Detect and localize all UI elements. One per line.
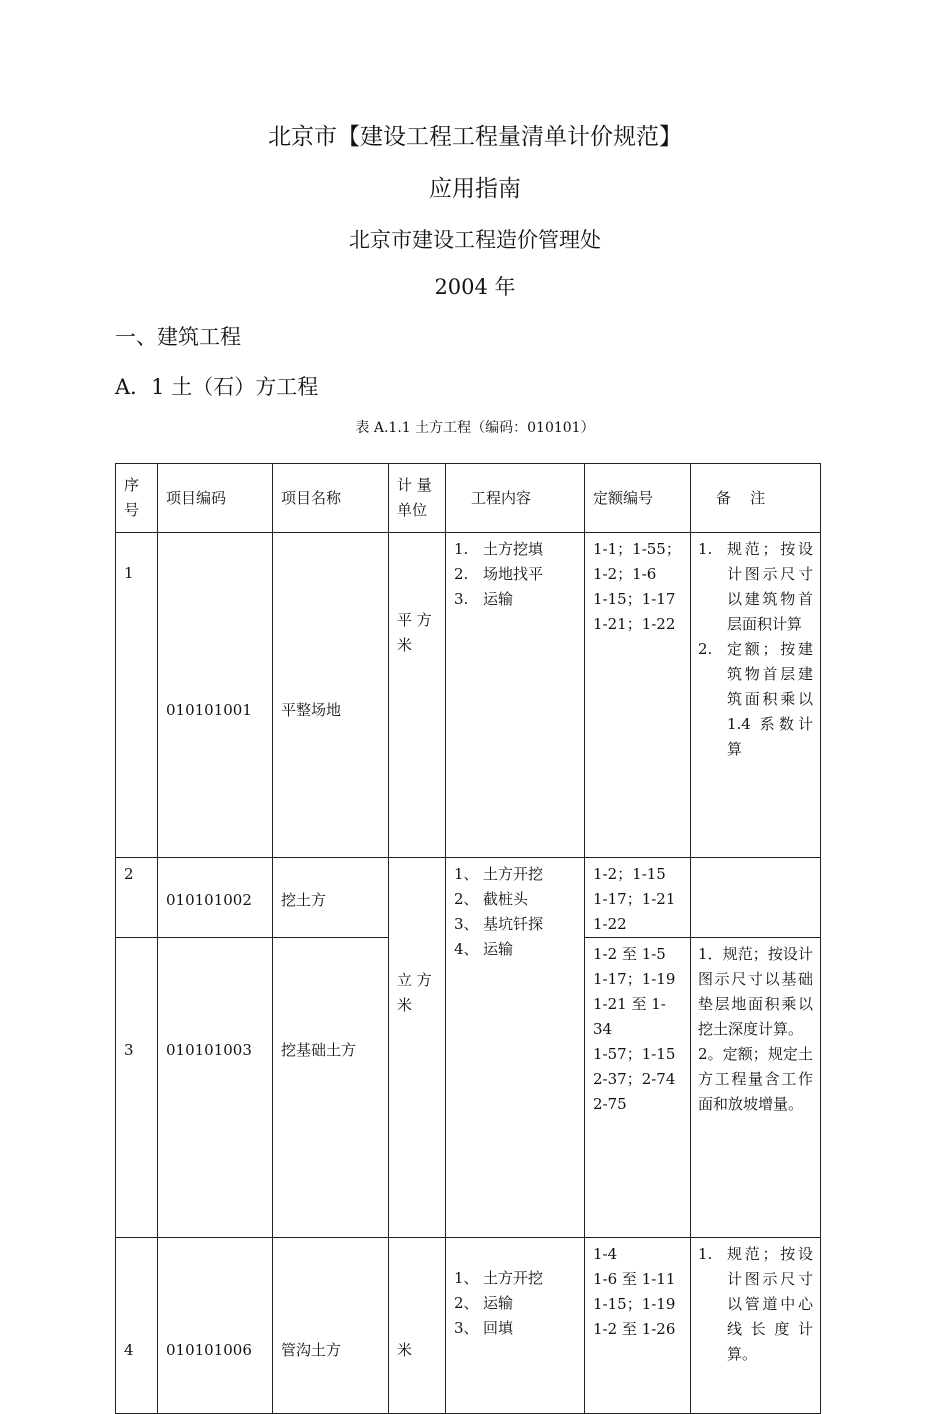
item-text: 定额；按建筑物首层建筑面积乘以 1.4 系数计算 [727, 640, 813, 758]
row-unit: 米 [389, 1238, 446, 1414]
row-unit-text: 立 方米 [397, 970, 432, 1014]
list-item [698, 637, 813, 762]
row-seq: 1 [116, 533, 158, 858]
item-text: 运输 [483, 590, 514, 608]
item-number: 1、 [454, 865, 479, 883]
quota-line: 1-15；1-17 [593, 590, 676, 608]
item-text: 场地找平 [483, 565, 544, 583]
row-remark [691, 533, 821, 858]
row-seq: 4 [116, 1238, 158, 1414]
item-number: 2. [698, 640, 713, 658]
header-name: 项目名称 [273, 464, 389, 533]
row-content [446, 1238, 585, 1414]
list-item [454, 912, 576, 937]
item-number: 4、 [454, 940, 479, 958]
header-unit [389, 464, 446, 533]
row-code: 010101003 [158, 938, 273, 1238]
quota-line: 1-2 至 1-5 [593, 945, 666, 963]
document-title: 北京市【建设工程工程量清单计价规范】 [268, 124, 682, 150]
content-list [454, 862, 576, 962]
quota-line: 1-1；1-55； [593, 540, 681, 558]
item-text: 回填 [483, 1319, 514, 1337]
row-remark: 1．规范；按设计图示尺寸以基础垫层地面积乘以挖土深度计算。 2。定额；规定土方工程量含工作面和放坡增量。 [691, 938, 821, 1238]
quota-line: 1-2；1-15 [593, 865, 666, 883]
header-content: 工程内容 [446, 464, 585, 533]
list-item [454, 862, 576, 887]
item-text: 基坑钎探 [483, 915, 544, 933]
row-name: 挖基础土方 [273, 938, 389, 1238]
list-item [454, 537, 576, 562]
item-number: 2、 [454, 890, 479, 908]
item-number: 1. [698, 540, 713, 558]
quota-line: 1-21 至 1-34 [593, 995, 666, 1038]
quota-line: 1-17；1-19 [593, 970, 676, 988]
table-row [116, 1238, 821, 1414]
list-item [454, 937, 576, 962]
section-heading: 一、建筑工程 [115, 325, 241, 349]
item-number: 2、 [454, 1294, 479, 1312]
item-number: 1. [698, 1245, 713, 1263]
header-quota: 定额编号 [585, 464, 691, 533]
item-text: 运输 [483, 1294, 514, 1312]
item-number: 1、 [454, 1269, 479, 1287]
row-seq: 3 [116, 938, 158, 1238]
list-item [454, 1291, 576, 1316]
header-seq-text: 序号 [124, 476, 140, 519]
header-unit-text: 计 量单位 [397, 476, 432, 519]
content-list [454, 1266, 576, 1341]
quota-line: 1-6 至 1-11 [593, 1270, 676, 1288]
row-quota [585, 533, 691, 858]
list-item [454, 887, 576, 912]
row-name: 挖土方 [273, 858, 389, 938]
row-code: 010101002 [158, 858, 273, 938]
list-item [698, 537, 813, 637]
item-number: 1. [454, 540, 469, 558]
quota-line: 2-75 [593, 1095, 627, 1113]
list-item [454, 1266, 576, 1291]
quota-line: 1-2；1-6 [593, 565, 657, 583]
row-code: 010101006 [158, 1238, 273, 1414]
row-content [446, 533, 585, 858]
item-number: 3、 [454, 1319, 479, 1337]
table-header-row [116, 464, 821, 533]
row-quota [585, 1238, 691, 1414]
quota-line: 1-57；1-15 [593, 1045, 676, 1063]
quota-line: 1-4 [593, 1245, 618, 1263]
item-text: 运输 [483, 940, 514, 958]
item-text: 土方开挖 [483, 865, 544, 883]
quota-line: 1-21；1-22 [593, 615, 676, 633]
row-unit [389, 533, 446, 858]
quota-line: 1-15；1-19 [593, 1295, 676, 1313]
row-unit-text: 平 方米 [397, 611, 432, 654]
header-seq [116, 464, 158, 533]
row-content [446, 858, 585, 1238]
row-seq: 2 [116, 858, 158, 938]
quantity-table [115, 463, 821, 1414]
header-remark: 备 注 [691, 464, 821, 533]
item-text: 规范；按设计图示尺寸以建筑物首层面积计算 [727, 540, 813, 633]
list-item [698, 1242, 813, 1367]
row-name: 平整场地 [273, 533, 389, 858]
row-code: 010101001 [158, 533, 273, 858]
item-text: 规范；按设计图示尺寸以管道中心线长度计算。 [727, 1245, 813, 1363]
item-text: 土方开挖 [483, 1269, 544, 1287]
list-item [454, 1316, 576, 1341]
table-caption: 表 A.1.1 土方工程（编码：010101） [355, 420, 595, 436]
row-name: 管沟土方 [273, 1238, 389, 1414]
document-subtitle: 应用指南 [429, 176, 521, 202]
subsection-heading: A．1 土（石）方工程 [115, 375, 319, 399]
remark-list [698, 1242, 813, 1367]
item-text: 截桩头 [483, 890, 529, 908]
content-list [454, 537, 576, 612]
quota-line: 2-37；2-74 [593, 1070, 676, 1088]
item-number: 3、 [454, 915, 479, 933]
table-row [116, 533, 821, 858]
item-text: 土方挖填 [483, 540, 544, 558]
list-item [454, 562, 576, 587]
header-code: 项目编码 [158, 464, 273, 533]
quota-line: 1-2 至 1-26 [593, 1320, 676, 1338]
row-remark [691, 858, 821, 938]
item-number: 3. [454, 590, 469, 608]
publisher: 北京市建设工程造价管理处 [349, 228, 601, 252]
row-quota [585, 938, 691, 1238]
row-unit [389, 858, 446, 1238]
table-row [116, 858, 821, 938]
row-remark [691, 1238, 821, 1414]
quota-line: 1-22 [593, 915, 627, 933]
list-item [454, 587, 576, 612]
quota-line: 1-17；1-21 [593, 890, 676, 908]
publication-year: 2004 年 [434, 275, 516, 299]
remark-list [698, 537, 813, 762]
item-number: 2. [454, 565, 469, 583]
row-quota [585, 858, 691, 938]
